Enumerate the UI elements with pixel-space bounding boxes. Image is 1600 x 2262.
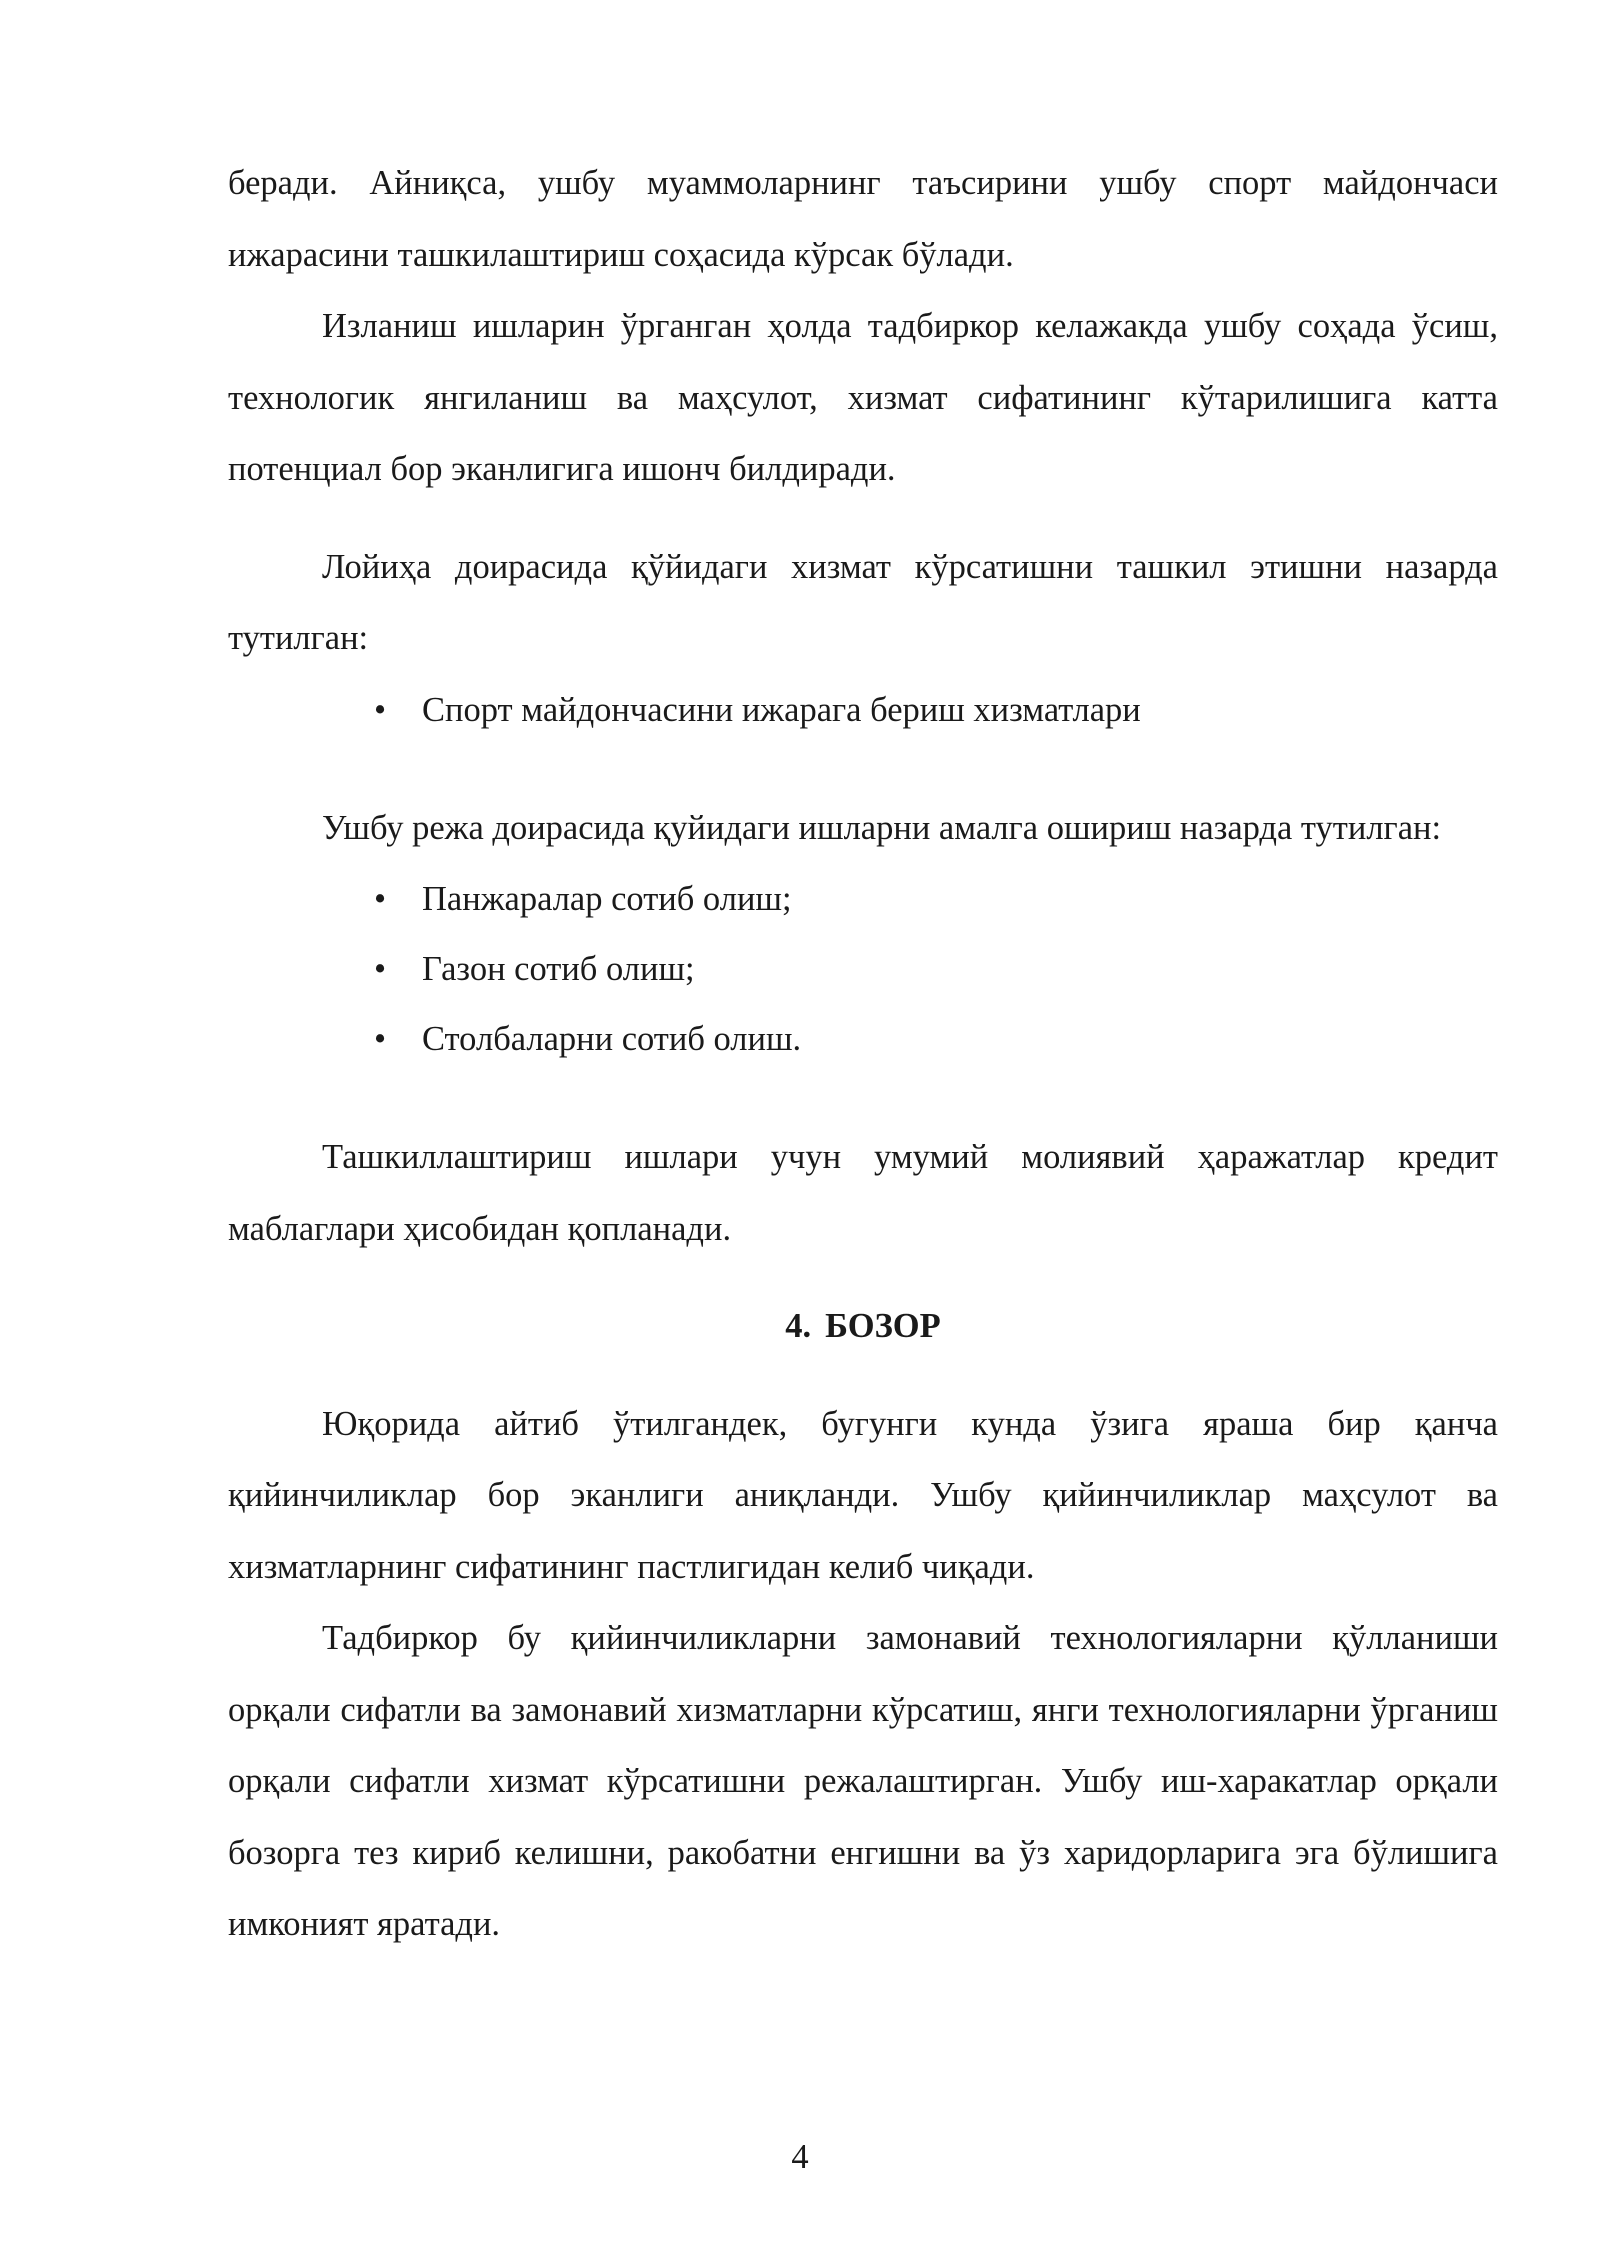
- page-number: 4: [791, 2138, 809, 2176]
- paragraph-market-difficulties: Юқорида айтиб ўтилгандек, бугунги кунда ўзига яраша бир қанча қийинчиликлар бор эканлиги аниқланди. Ушбу қийинчиликлар маҳсулот ва хизматларнинг сифатининг пастлигидан келиб чиқади.: [228, 1404, 1498, 1586]
- works-list: [228, 864, 1498, 1074]
- bullet-icon: •: [374, 690, 387, 729]
- section-number: 4.: [785, 1307, 812, 1345]
- list-item-text: Панжаралар сотиб олиш;: [422, 880, 792, 918]
- paragraph-continuation: беради. Айниқса, ушбу муаммоларнинг таъсирини ушбу спорт майдончаси ижарасини ташкилаштириш соҳасида кўрсак бўлади.: [228, 164, 1498, 274]
- paragraph-entrepreneur-plan: Тадбиркор бу қийинчиликларни замонавий технологияларни қўлланиши орқали сифатли ва замонавий хизматларни кўрсатиш, янги технологияларни ўрганиш орқали сифатли хизмат кўрсатишни режалаштирган. Ушбу иш-харакатлар орқали бозорга тез кириб келишни, ракобатни енгишни ва ўз харидорларига эга бўлишига имконият яратади.: [228, 1619, 1498, 1943]
- paragraph-project-scope: Лойиҳа доирасида қўйидаги хизмат кўрсатишни ташкил этишни назарда тутилган:: [228, 547, 1498, 657]
- document-page: [228, 148, 1498, 1961]
- list-item: [228, 1004, 1498, 1074]
- paragraph-financing: Ташкиллаштириш ишлари учун умумий молиявий ҳаражатлар кредит маблаглари ҳисобидан қопланади.: [228, 1138, 1498, 1248]
- list-item: [228, 675, 1498, 745]
- services-list: [228, 675, 1498, 745]
- paragraph-research: Изланиш ишларин ўрганган ҳолда тадбиркор келажакда ушбу соҳада ўсиш, технологик янгиланиш ва маҳсулот, хизмат сифатининг кўтарилишига катта потенциал бор эканлигига ишонч билдиради.: [228, 307, 1498, 488]
- list-item: [228, 934, 1498, 1004]
- section-title: БОЗОР: [825, 1307, 941, 1345]
- bullet-icon: •: [374, 950, 387, 988]
- bullet-icon: •: [374, 1020, 387, 1058]
- bullet-icon: •: [374, 880, 387, 918]
- section-heading: [228, 1291, 1498, 1363]
- list-item-text: Газон сотиб олиш;: [422, 950, 695, 988]
- list-item-text: Столбаларни сотиб олиш.: [422, 1020, 802, 1058]
- list-item-text: Спорт майдончасини ижарага бериш хизматлари: [422, 690, 1141, 729]
- paragraph-plan: Ушбу режа доирасида қуйидаги ишларни амалга ошириш назарда тутилган:: [322, 808, 1442, 847]
- list-item: [228, 864, 1498, 934]
